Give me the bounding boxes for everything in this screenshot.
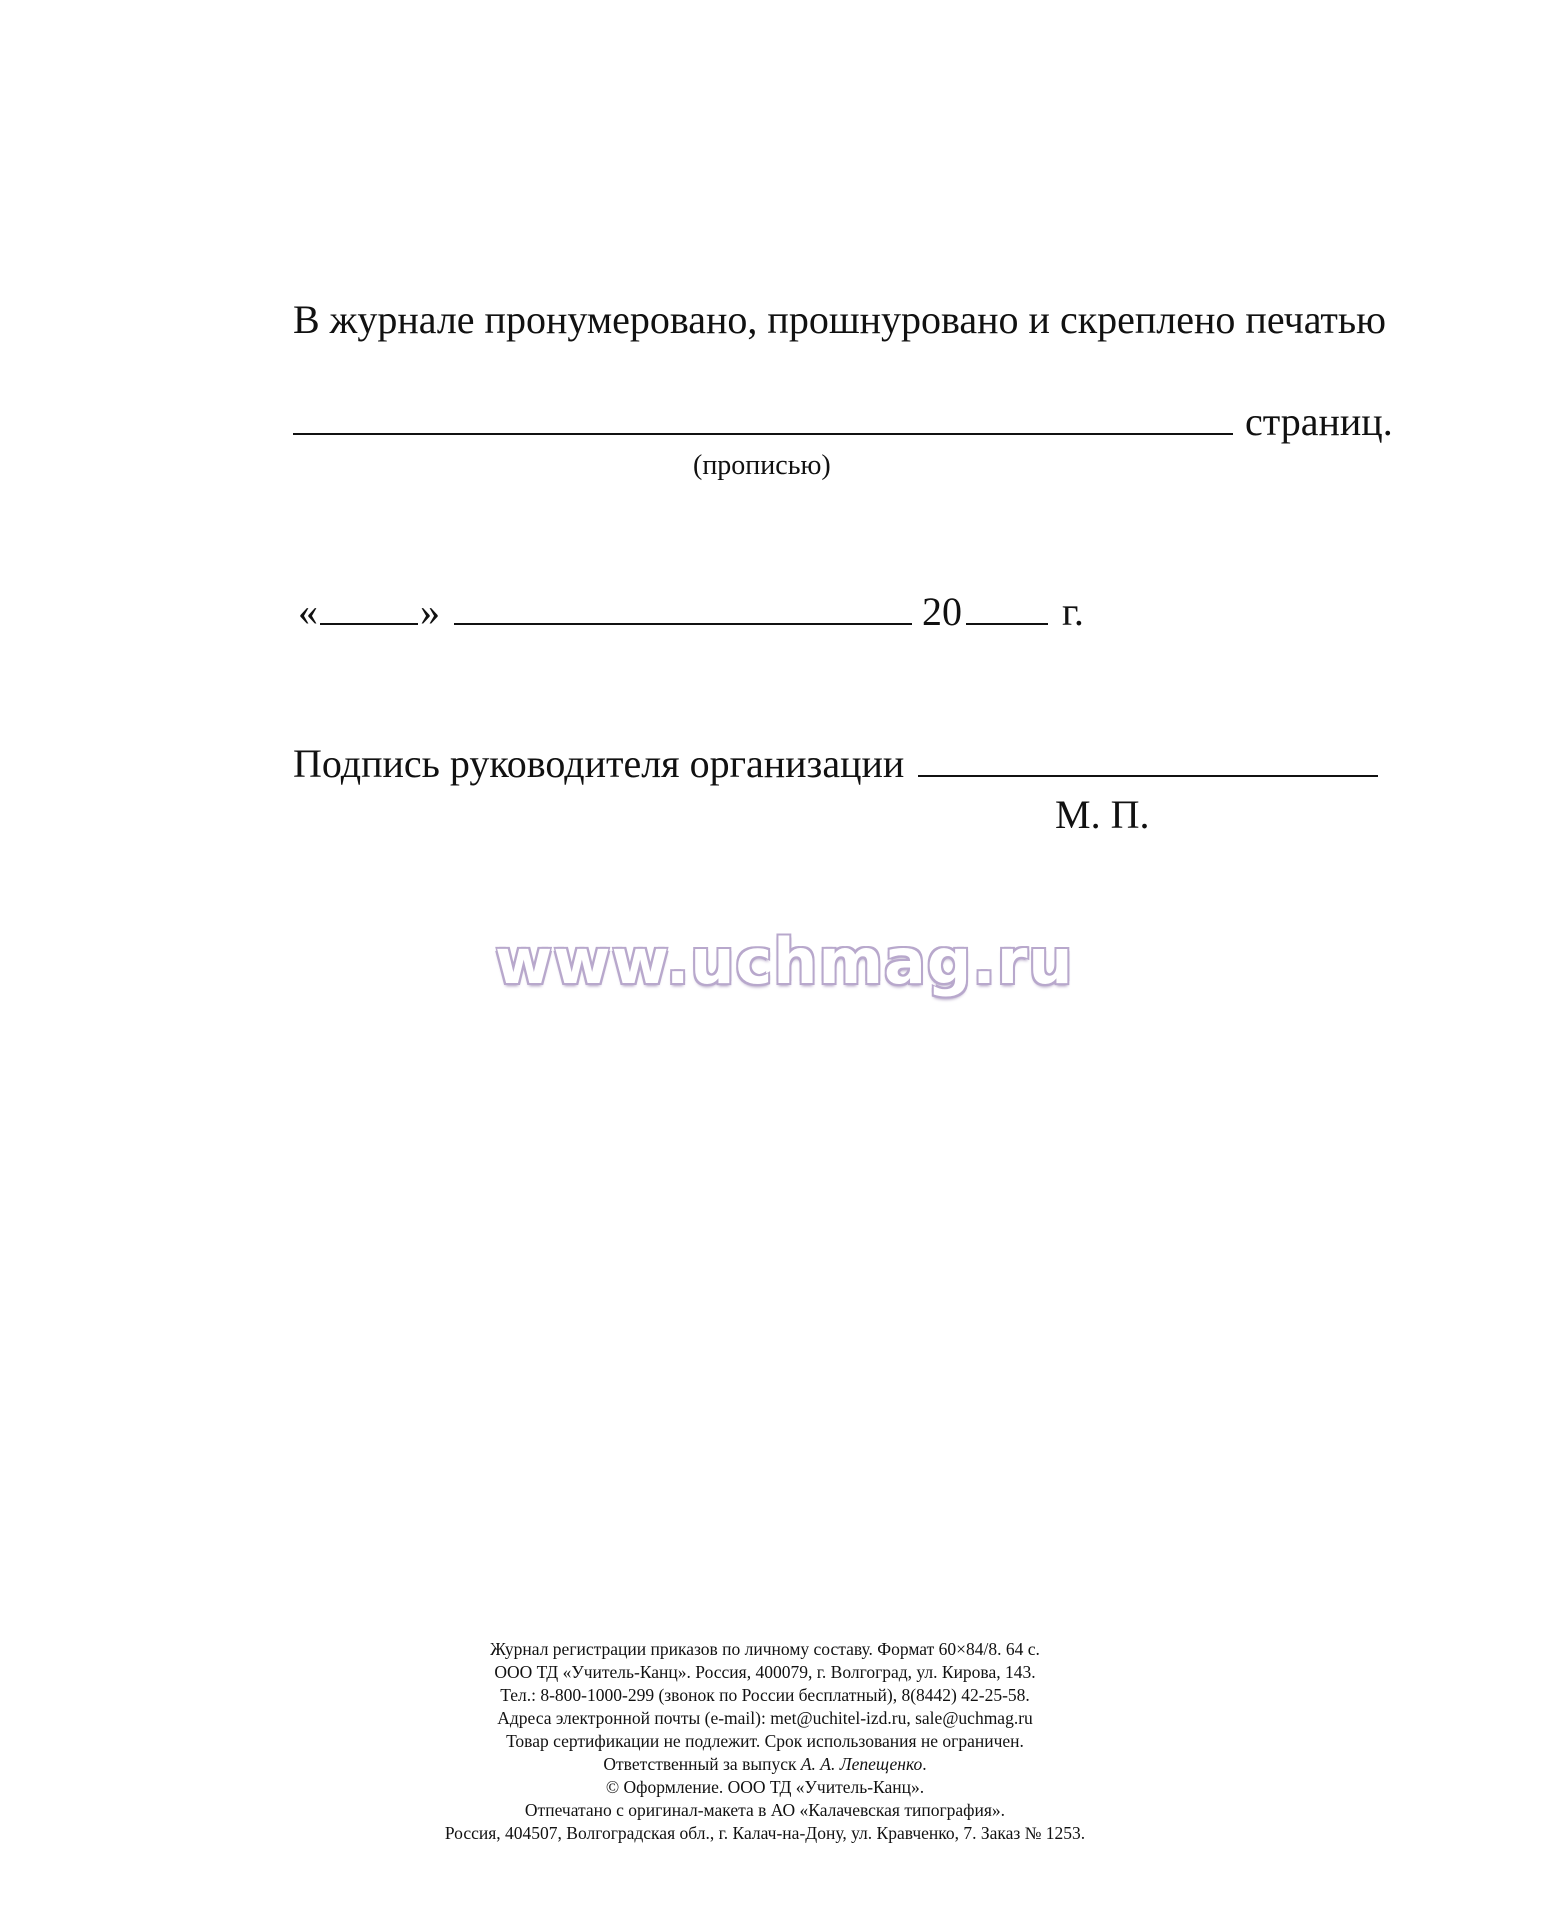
- imprint-responsible-line: [0, 1753, 1530, 1776]
- date-day-blank[interactable]: [320, 622, 418, 625]
- date-year-blank[interactable]: [966, 622, 1048, 625]
- date-close-quote: »: [420, 589, 440, 634]
- responsible-suffix: .: [922, 1754, 927, 1774]
- date-month-blank[interactable]: [454, 622, 912, 625]
- statement-text: В журнале пронумеровано, прошнуровано и скреплено печатью: [293, 297, 1387, 342]
- pages-count-line: [293, 399, 1393, 444]
- imprint-line: Товар сертификации не подлежит. Срок использования не ограничен.: [506, 1731, 1024, 1751]
- imprint-line: Адреса электронной почты (e-mail): met@uchitel-izd.ru, sale@uchmag.ru: [497, 1708, 1033, 1728]
- responsible-label: Ответственный за выпуск: [603, 1754, 797, 1774]
- pages-hint: [693, 450, 831, 482]
- statement-line: [293, 297, 1387, 342]
- signature-label: Подпись руководителя организации: [293, 741, 905, 786]
- imprint-block: [0, 1638, 1530, 1845]
- signature-blank[interactable]: [918, 774, 1378, 777]
- stamp-place: [1055, 792, 1150, 837]
- stamp-label: М. П.: [1055, 792, 1150, 837]
- pages-suffix-text: страниц.: [1245, 399, 1393, 444]
- date-open-quote: «: [298, 589, 318, 634]
- date-year-prefix: 20: [922, 589, 962, 634]
- watermark: [495, 925, 1074, 998]
- pages-hint-text: (прописью): [693, 450, 831, 481]
- imprint-line: Отпечатано с оригинал-макета в АО «Калачевская типография».: [524, 1800, 1006, 1820]
- watermark-text: www.uchmag.ru: [495, 925, 1074, 998]
- imprint-line: ООО ТД «Учитель-Канц». Россия, 400079, г. Волгоград, ул. Кирова, 143.: [494, 1662, 1036, 1682]
- signature-line: [293, 741, 1378, 786]
- pages-count-blank[interactable]: [293, 432, 1233, 435]
- imprint-line: Тел.: 8-800-1000-299 (звонок по России бесплатный), 8(8442) 42-25-58.: [500, 1685, 1030, 1705]
- imprint-line: Журнал регистрации приказов по личному составу. Формат 60×84/8. 64 с.: [490, 1639, 1040, 1659]
- imprint-line: © Оформление. ООО ТД «Учитель-Канц».: [605, 1777, 925, 1797]
- responsible-name: А. А. Лепещенко: [800, 1754, 923, 1774]
- date-line: [298, 589, 1084, 634]
- date-year-suffix: г.: [1062, 589, 1084, 634]
- imprint-line: Россия, 404507, Волгоградская обл., г. Калач-на-Дону, ул. Кравченко, 7. Заказ № 1253.: [444, 1823, 1086, 1843]
